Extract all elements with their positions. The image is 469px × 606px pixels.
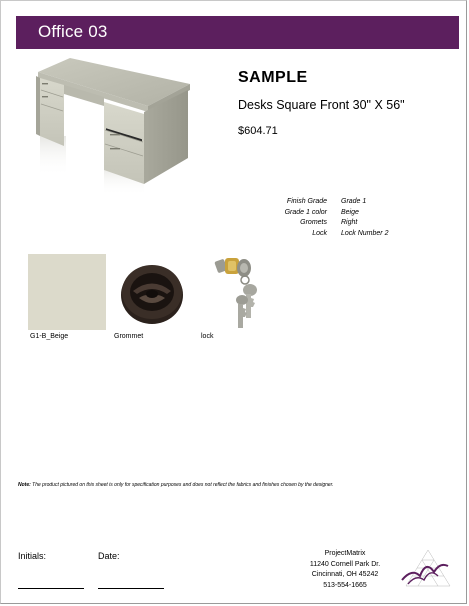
product-name: Desks Square Front 30" X 56" <box>238 98 405 112</box>
lock-image <box>212 250 264 334</box>
desk-image <box>30 54 200 199</box>
grommet-caption: Grommet <box>114 333 144 340</box>
spec-label: Grade 1 color <box>284 208 327 216</box>
company-phone: 513-554-1665 <box>323 581 367 589</box>
color-swatch <box>28 254 106 330</box>
spec-label: Lock <box>312 229 327 237</box>
spec-row <box>250 209 410 220</box>
grommet-image <box>117 258 187 328</box>
lock-caption: lock <box>201 333 214 340</box>
sample-label: SAMPLE <box>238 69 308 86</box>
initials-line <box>18 588 84 589</box>
spec-label: Finish Grade <box>286 198 327 205</box>
note-label: Note: <box>18 482 31 488</box>
company-address: 11240 Cornell Park Dr. <box>309 560 381 568</box>
spec-table <box>250 198 410 240</box>
company-block <box>300 549 390 591</box>
swatch-caption: G1-B_Beige <box>30 333 69 340</box>
spec-row <box>250 198 410 209</box>
disclaimer-note <box>18 482 458 488</box>
spec-value: Lock Number 2 <box>341 229 389 237</box>
spec-value: Grade 1 <box>341 198 367 205</box>
spec-value: Right <box>341 219 358 226</box>
company-logo <box>398 546 454 588</box>
initials-label: Initials: <box>18 551 47 561</box>
company-city: Cincinnati, OH 45242 <box>311 571 379 578</box>
spec-row <box>250 219 410 230</box>
product-price: $604.71 <box>238 125 278 137</box>
spec-value: Beige <box>341 208 359 216</box>
date-line <box>98 588 164 589</box>
header-bar <box>16 16 459 49</box>
page-title: Office 03 <box>38 22 108 41</box>
company-name: ProjectMatrix <box>324 550 366 557</box>
note-text: The product pictured on this sheet is only for specification purposes and does not reflect the fabrics and finishes chosen by the designer. <box>32 482 334 488</box>
spec-label: Gromets <box>300 219 327 226</box>
spec-row <box>250 230 410 241</box>
date-label: Date: <box>98 551 120 561</box>
